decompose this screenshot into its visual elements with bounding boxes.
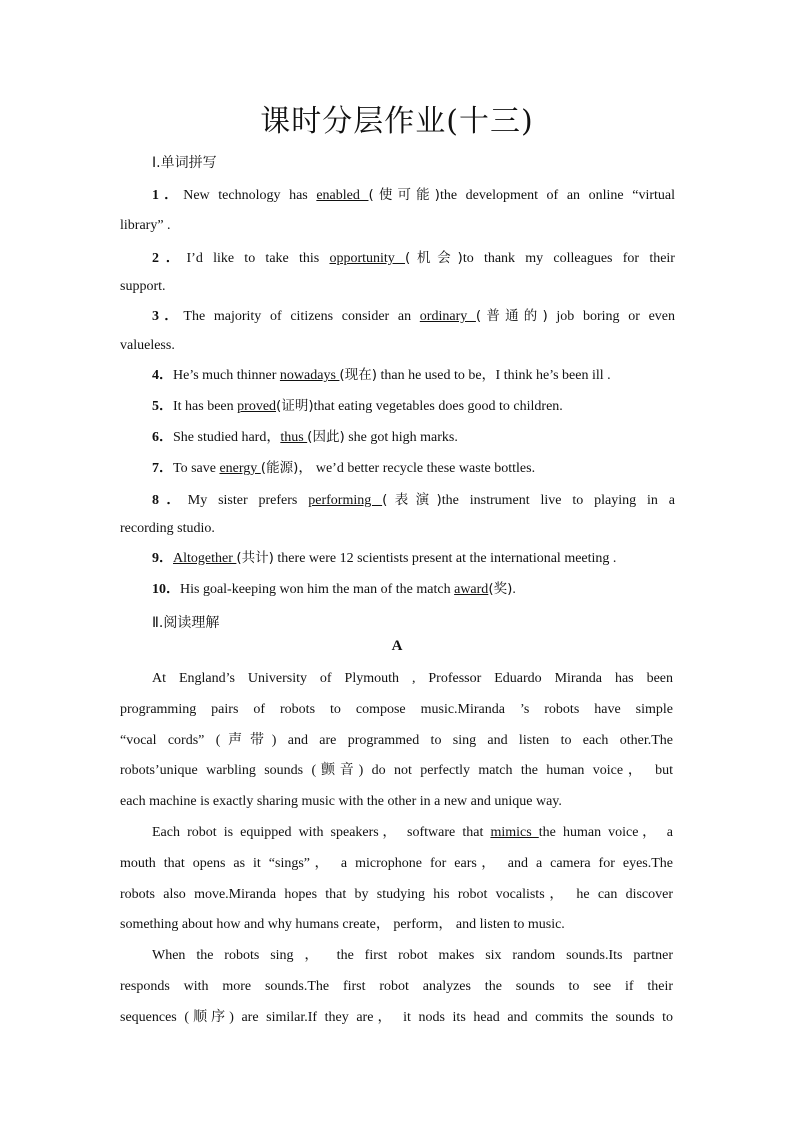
question-number: 3． xyxy=(152,309,184,324)
paragraph-line: When the robots sing ， the first robot makes six random sounds.Its partner xyxy=(152,948,673,963)
question-text: She studied hard， xyxy=(173,430,281,445)
question-3 xyxy=(120,301,675,332)
chinese-hint: (机会) xyxy=(405,250,463,266)
paragraph-line: sequences (顺序) are similar.If they are， it nods its head and commits the sounds to xyxy=(120,1009,673,1025)
answer-word: ordinary xyxy=(419,309,476,324)
question-text: To save xyxy=(173,461,220,476)
question-text: His goal-keeping won him the man of the match xyxy=(180,582,455,597)
question-1-continued: library” . xyxy=(120,218,171,233)
line-text: Each robot is equipped with speakers， software that xyxy=(152,825,491,840)
question-number: 5． xyxy=(152,399,173,414)
question-10 xyxy=(120,574,675,605)
question-text: My sister prefers xyxy=(187,493,309,508)
section-heading-vocabulary: Ⅰ.单词拼写 xyxy=(152,155,217,171)
question-text: He’s much thinner xyxy=(173,368,280,383)
question-text: It has been xyxy=(173,399,238,414)
question-text: ， we’d better recycle these waste bottles. xyxy=(298,461,536,476)
answer-word: thus xyxy=(280,430,308,445)
chinese-hint: (证明) xyxy=(276,398,314,414)
question-text: the instrument live to playing in a xyxy=(441,493,675,508)
question-text: New technology has xyxy=(183,188,317,203)
question-number: 6． xyxy=(152,430,173,445)
paragraph-line: each machine is exactly sharing music with the other in a new and unique way. xyxy=(120,794,562,810)
question-text: I’d like to take this xyxy=(186,251,330,266)
paragraph-line: something about how and why humans create， perform， and listen to music. xyxy=(120,917,565,933)
question-number: 4． xyxy=(152,368,173,383)
chinese-hint: (普通的) xyxy=(475,308,548,324)
question-text: that eating vegetables does good to children. xyxy=(313,399,563,414)
line-text: the human voice， a xyxy=(538,825,673,840)
question-text: the development of an online “virtual xyxy=(439,188,676,203)
question-number: 9． xyxy=(152,551,173,566)
question-text: to thank my colleagues for their xyxy=(462,251,675,266)
paragraph-line: “vocal cords” (声带) and are programmed to sing and listen to each other.The xyxy=(120,732,673,748)
answer-word: opportunity xyxy=(329,251,406,266)
underlined-word: mimics xyxy=(490,825,539,840)
question-text: she got high marks. xyxy=(344,430,458,445)
chinese-hint: (奖) xyxy=(488,581,513,597)
answer-word: energy xyxy=(219,461,261,476)
question-number: 1． xyxy=(152,188,184,203)
paragraph-line xyxy=(120,818,673,849)
question-2-continued: support. xyxy=(120,279,166,294)
question-number: 7． xyxy=(152,461,173,476)
paragraph-line: mouth that opens as it “sings”， a microphone for ears， and a camera for eyes.The xyxy=(120,855,673,871)
question-1 xyxy=(120,180,675,211)
chinese-hint: (使可能) xyxy=(368,187,440,203)
question-6 xyxy=(120,422,675,453)
question-8 xyxy=(120,485,675,516)
chinese-hint: (能源) xyxy=(260,460,299,476)
question-number: 2． xyxy=(152,251,187,266)
question-5 xyxy=(120,391,675,422)
paragraph-line: robots’unique warbling sounds (颤音) do not perfectly match the human voice， but xyxy=(120,763,673,779)
answer-word: enabled xyxy=(316,188,369,203)
question-3-continued: valueless. xyxy=(120,338,175,353)
question-text: than he used to be，I think he’s been ill . xyxy=(376,368,611,383)
chinese-hint: (现在) xyxy=(339,367,377,383)
question-7 xyxy=(120,453,675,484)
question-number: 8． xyxy=(152,493,188,508)
passage-paragraph-2 xyxy=(120,818,673,941)
question-4 xyxy=(120,360,675,391)
answer-word: nowadays xyxy=(279,368,340,383)
chinese-hint: (因此) xyxy=(307,429,345,445)
question-9 xyxy=(120,543,675,574)
answer-word: award xyxy=(454,582,489,597)
question-text: The majority of citizens consider an xyxy=(183,309,420,324)
paragraph-line: programming pairs of robots to compose music.Miranda ’s robots have simple xyxy=(120,701,673,717)
passage-paragraph-1 xyxy=(120,664,673,818)
section-heading-reading: Ⅱ.阅读理解 xyxy=(152,615,220,631)
question-2 xyxy=(120,243,675,274)
chinese-hint: (表演) xyxy=(382,492,442,508)
paragraph-line: robots also move.Miranda hopes that by studying his robot vocalists， he can discover xyxy=(120,886,673,902)
page-title: 课时分层作业(十三) xyxy=(260,104,534,139)
chinese-hint: (共计) xyxy=(236,550,274,566)
question-8-continued: recording studio. xyxy=(120,521,215,536)
question-text: . xyxy=(512,582,516,597)
answer-word: Altogether xyxy=(173,551,237,566)
passage-label: A xyxy=(391,638,403,654)
question-text: job boring or even xyxy=(547,309,676,324)
question-text: there were 12 scientists present at the international meeting . xyxy=(273,551,617,566)
question-number: 10． xyxy=(152,582,180,597)
answer-word: performing xyxy=(308,493,383,508)
passage-paragraph-3 xyxy=(120,941,673,1033)
paragraph-line: responds with more sounds.The first robot analyzes the sounds to see if their xyxy=(120,978,673,994)
paragraph-line: At England’s University of Plymouth , Professor Eduardo Miranda has been xyxy=(152,671,673,686)
answer-word: proved xyxy=(237,399,277,414)
